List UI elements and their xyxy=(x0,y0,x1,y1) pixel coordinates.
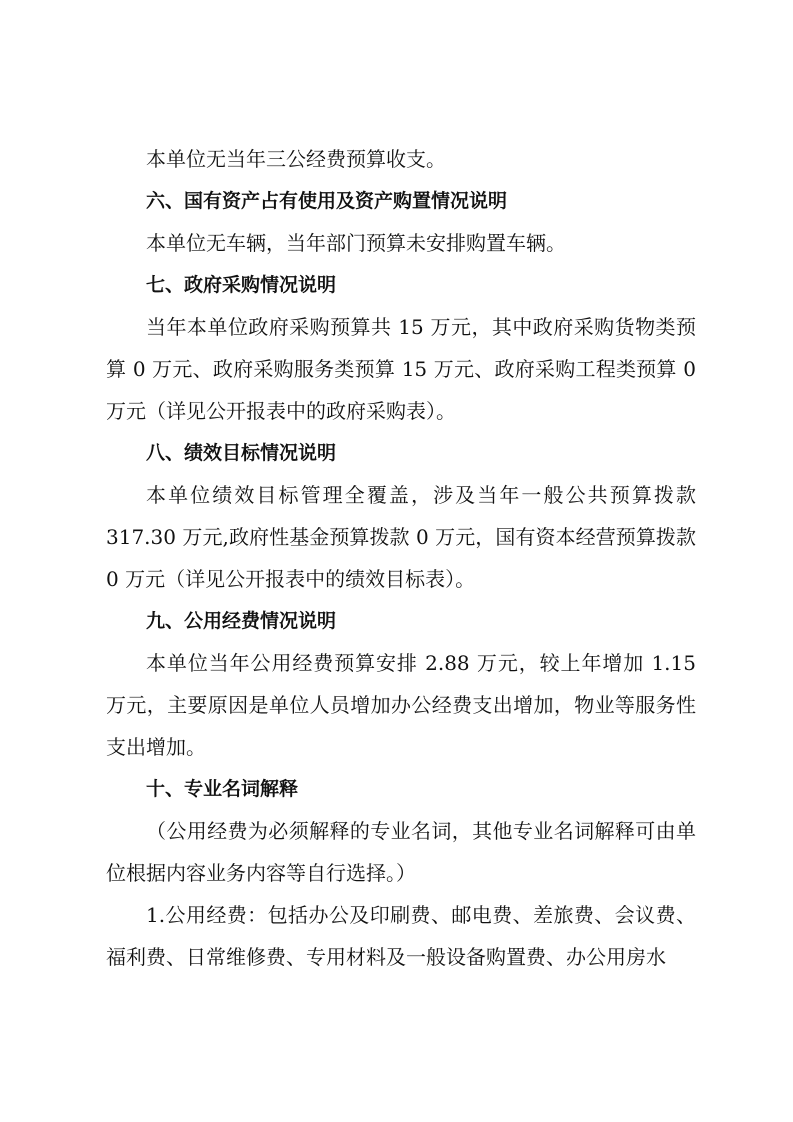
paragraph-government-procurement: 当年本单位政府采购预算共 15 万元，其中政府采购货物类预算 0 万元、政府采购服务类预算 15 万元、政府采购工程类预算 0 万元（详见公开报表中的政府采购表）。 xyxy=(106,315,696,423)
paragraph-performance-targets: 本单位绩效目标管理全覆盖，涉及当年一般公共预算拨款 317.30 万元,政府性基金预算拨款 0 万元，国有资本经营预算拨款 0 万元（详见公开报表中的绩效目标表）。 xyxy=(106,483,696,591)
heading-section-nine: 九、公用经费情况说明 xyxy=(146,610,337,632)
paragraph-public-funds: 本单位当年公用经费预算安排 2.88 万元，较上年增加 1.15 万元，主要原因是单位人员增加办公经费支出增加，物业等服务性支出增加。 xyxy=(106,651,696,759)
document-page xyxy=(106,138,696,978)
heading-section-six: 六、国有资产占有使用及资产购置情况说明 xyxy=(146,190,508,212)
paragraph-vehicles: 本单位无车辆，当年部门预算未安排购置车辆。 xyxy=(146,231,566,255)
paragraph-three-public-expenses: 本单位无当年三公经费预算收支。 xyxy=(146,147,446,171)
heading-section-ten: 十、专业名词解释 xyxy=(146,778,299,800)
paragraph-terms-note: （公用经费为必须解释的专业名词，其他专业名词解释可由单位根据内容业务内容等自行选择。） xyxy=(106,819,696,885)
heading-section-eight: 八、绩效目标情况说明 xyxy=(146,442,337,464)
heading-section-seven: 七、政府采购情况说明 xyxy=(146,274,337,296)
paragraph-public-funds-definition: 1.公用经费：包括办公及印刷费、邮电费、差旅费、会议费、福利费、日常维修费、专用材料及一般设备购置费、办公用房水 xyxy=(106,903,696,969)
